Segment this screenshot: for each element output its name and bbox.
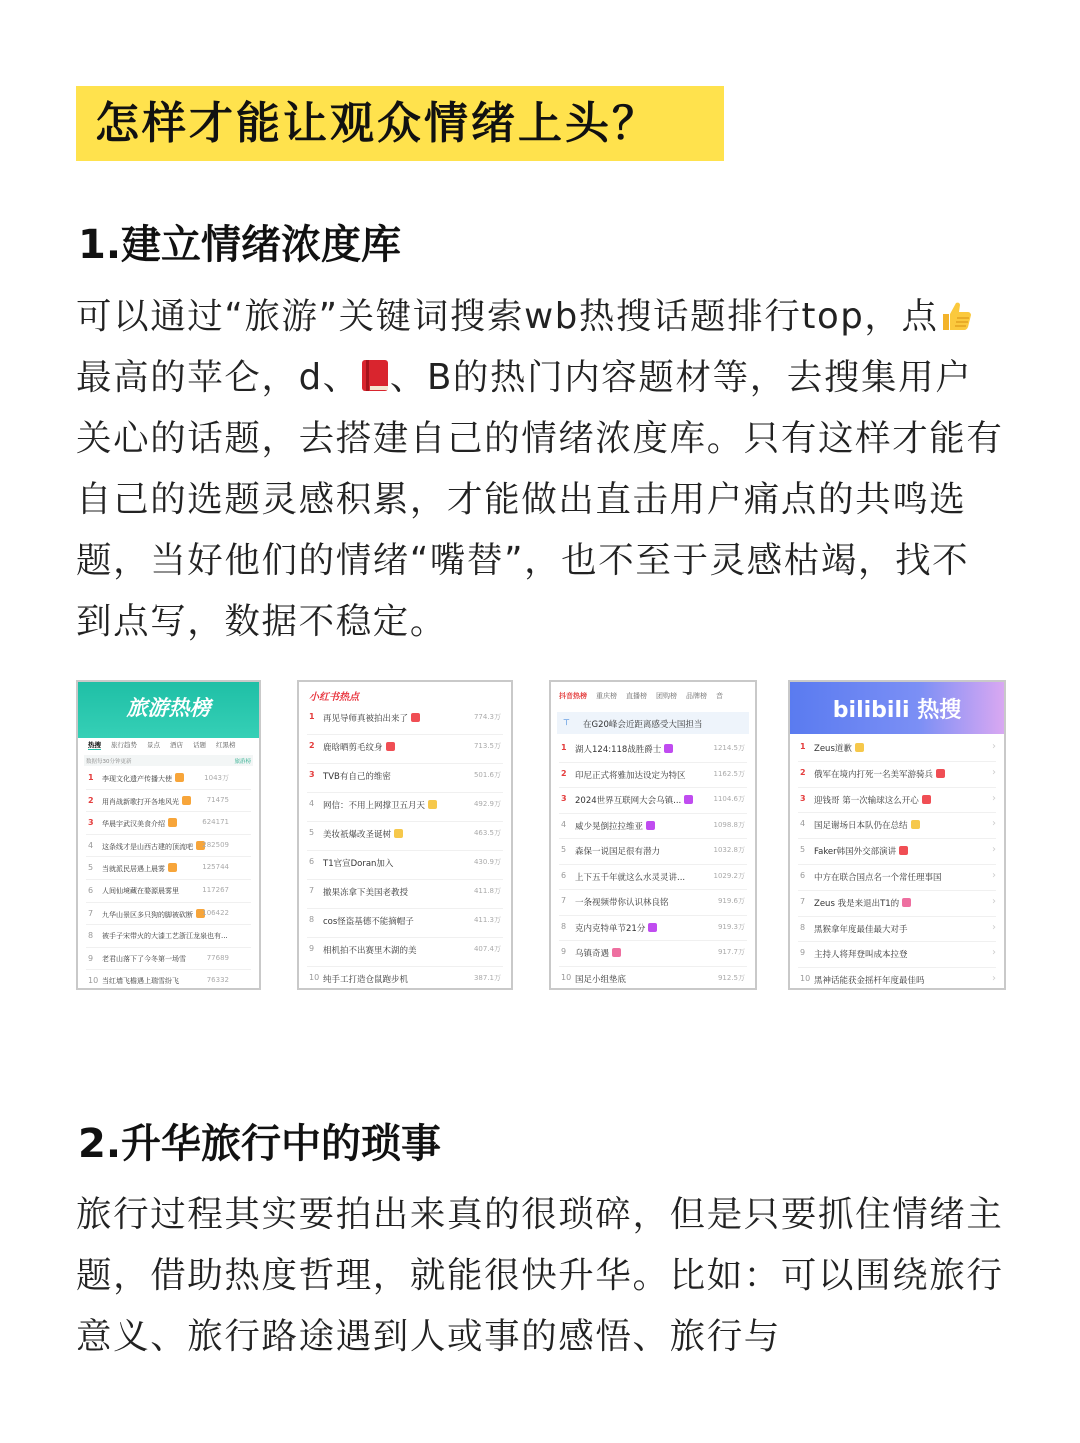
travel-list-item[interactable] xyxy=(78,925,259,948)
xhs-item-text: TVB有自己的维密 xyxy=(323,772,391,782)
xhs-rank: 4 xyxy=(309,799,315,808)
douyin-top-text: 在G20峰会近距离感受大国担当 xyxy=(583,720,703,730)
bili-list-item[interactable] xyxy=(790,917,1004,943)
xhs-badge xyxy=(411,713,420,722)
douyin-badge xyxy=(612,948,621,957)
douyin-badge xyxy=(648,923,657,932)
douyin-tab-1[interactable]: 重庆榜 xyxy=(596,692,617,700)
douyin-rank: 5 xyxy=(561,845,567,854)
travel-rank: 7 xyxy=(88,908,94,918)
bili-rank: 7 xyxy=(800,896,806,906)
travel-rank: 5 xyxy=(88,863,94,873)
travel-list-item[interactable] xyxy=(78,970,259,990)
travel-item-text: 华晨宇武汉美食介绍 xyxy=(102,820,165,829)
chevron-right-icon: › xyxy=(992,844,996,856)
douyin-tab-3[interactable]: 团购榜 xyxy=(656,692,677,700)
bili-rank: 1 xyxy=(800,742,806,751)
xhs-rank: 10 xyxy=(309,973,320,982)
travel-badge xyxy=(168,863,177,872)
red-book-icon xyxy=(360,351,390,385)
xhs-list-item[interactable] xyxy=(299,793,511,822)
travel-rank: 3 xyxy=(88,818,94,828)
douyin-rank: 4 xyxy=(561,819,567,829)
douyin-list-item[interactable] xyxy=(551,941,755,967)
travel-item-value: 117267 xyxy=(202,886,229,894)
section-1-line-1: 可以通过“旅游”关键词搜索wb热搜话题排行top， xyxy=(76,296,902,337)
bili-list-item[interactable] xyxy=(790,968,1004,990)
xhs-item-text: cos怪盗基德不能摘帽子 xyxy=(323,917,414,927)
xhs-rank: 1 xyxy=(309,712,315,721)
xhs-item-value: 774.3万 xyxy=(473,713,501,721)
douyin-badge xyxy=(646,821,655,830)
xhs-item-text: 再见导师真被拍出来了 xyxy=(323,714,409,724)
bili-badge xyxy=(922,795,931,804)
douyin-item-text: 湖人124:118战胜爵士 xyxy=(575,745,662,755)
douyin-rank: 2 xyxy=(561,768,567,778)
douyin-item-text: 威少晃倒拉拉维亚 xyxy=(575,821,644,832)
xhs-rank: 7 xyxy=(309,886,315,895)
travel-item-value: 76332 xyxy=(206,976,229,985)
douyin-rank: 8 xyxy=(561,921,567,931)
douyin-item-text: 森保一说国足很有潜力 xyxy=(575,847,661,857)
douyin-item-text: 国足小组垫底 xyxy=(575,974,627,985)
douyin-tab-2[interactable]: 直播榜 xyxy=(626,692,647,700)
bili-list-item[interactable] xyxy=(790,736,1004,762)
bili-rank: 2 xyxy=(800,767,806,777)
bili-item-text: 中方在联合国点名一个常任理事国 xyxy=(814,873,942,883)
douyin-tab-5[interactable]: 音 xyxy=(716,692,723,700)
xhs-item-text: 网信：不用上网撑卫五月天 xyxy=(323,801,426,811)
travel-tab-2[interactable]: 景点 xyxy=(147,741,160,749)
travel-rank: 9 xyxy=(88,953,94,963)
travel-list-item[interactable] xyxy=(78,790,259,813)
chevron-right-icon: › xyxy=(992,741,996,752)
bili-rank: 9 xyxy=(800,948,806,958)
travel-item-text: 九华山景区多只狗的脚被砍断 xyxy=(102,910,193,919)
bili-item-text: 黑神话能获金摇杆年度最佳吗 xyxy=(814,976,925,987)
bili-list-item[interactable] xyxy=(790,942,1004,968)
travel-tab-0[interactable]: 热搜 xyxy=(88,741,101,749)
xhs-rank: 5 xyxy=(309,828,315,837)
xhs-rank: 2 xyxy=(309,741,315,750)
xhs-item-text: 美妆祇爆改圣诞树 xyxy=(323,830,392,840)
bili-list-item[interactable] xyxy=(790,762,1004,788)
douyin-item-value: 1162.5万 xyxy=(713,769,745,778)
travel-badge xyxy=(175,773,184,782)
xhs-item-value: 713.5万 xyxy=(473,742,501,750)
xhs-list-item[interactable] xyxy=(299,967,511,990)
douyin-item-text: 上下五千年就这么水灵灵讲... xyxy=(575,872,686,883)
douyin-rank: 6 xyxy=(561,870,567,880)
bili-badge xyxy=(936,769,945,778)
douyin-list-item[interactable] xyxy=(551,967,755,991)
travel-list-item[interactable] xyxy=(78,948,259,971)
douyin-item-value: 917.7万 xyxy=(717,948,745,956)
douyin-rank: 10 xyxy=(561,972,572,982)
xhs-list-item[interactable] xyxy=(299,909,511,938)
bili-item-text: 俄军在境内打死一名美军游骑兵 xyxy=(814,769,934,780)
douyin-item-value: 1029.2万 xyxy=(713,871,745,880)
travel-item-text: 这条线才是山西古建的顶流吧 xyxy=(102,842,193,851)
douyin-list-item[interactable] xyxy=(551,839,755,865)
douyin-item-text: 乌镇奇遇 xyxy=(575,949,610,959)
xhs-item-value: 501.6万 xyxy=(473,771,501,779)
chevron-right-icon: › xyxy=(992,947,996,959)
bili-rank: 4 xyxy=(800,819,806,829)
douyin-item-value: 919.3万 xyxy=(717,922,745,931)
bili-list-item[interactable] xyxy=(790,839,1004,865)
bili-list-item[interactable] xyxy=(790,813,1004,839)
section-1-paragraph xyxy=(76,286,1006,652)
douyin-list-item[interactable] xyxy=(551,788,755,814)
travel-item-text: 当就派民居遇上晨雾 xyxy=(102,865,165,874)
xhs-rank: 3 xyxy=(309,770,315,779)
travel-item-value: 106422 xyxy=(202,908,229,917)
section-1-heading: 1.建立情绪浓度库 xyxy=(78,222,402,268)
xhs-item-value: 387.1万 xyxy=(473,974,501,982)
xhs-item-text: 相机拍不出赛里木湖的美 xyxy=(323,946,417,956)
bili-rank: 10 xyxy=(800,974,811,984)
xhs-item-value: 411.8万 xyxy=(473,887,501,895)
douyin-item-value: 1098.8万 xyxy=(713,820,745,829)
travel-badge xyxy=(168,818,177,827)
bili-item-text: Zeus 我是来退出T1的 xyxy=(814,898,900,909)
travel-item-value: 1043万 xyxy=(204,774,229,782)
douyin-rank: 7 xyxy=(561,896,567,905)
travel-rank: 10 xyxy=(88,976,99,986)
travel-item-value: 282509 xyxy=(202,840,229,849)
travel-item-text: 人间仙境藏在婺源晨雾里 xyxy=(102,887,179,895)
travel-rank: 1 xyxy=(88,773,94,782)
xhs-rank: 9 xyxy=(309,944,315,953)
travel-update-note: 数据每30分钟更新 xyxy=(86,759,132,765)
douyin-item-value: 919.6万 xyxy=(717,897,745,905)
bili-list-item[interactable] xyxy=(790,865,1004,891)
travel-rank: 4 xyxy=(88,840,94,850)
xiaohongshu-hot-card xyxy=(297,680,513,990)
xhs-item-text: 纯手工打造仓鼠跑步机 xyxy=(323,975,409,985)
xhs-list-item[interactable] xyxy=(299,938,511,967)
pin-icon: ⊤ xyxy=(563,718,570,727)
douyin-item-value: 1214.5万 xyxy=(713,744,745,752)
travel-badge xyxy=(182,796,191,805)
travel-rank: 2 xyxy=(88,795,94,805)
xhs-rank: 6 xyxy=(309,857,315,866)
travel-rank: 6 xyxy=(88,886,94,895)
douyin-rank: 1 xyxy=(561,743,567,752)
douyin-hot-card xyxy=(549,680,757,990)
chevron-right-icon: › xyxy=(992,766,996,778)
chevron-right-icon: › xyxy=(992,973,996,985)
douyin-list-item[interactable] xyxy=(551,890,755,916)
travel-list-item[interactable] xyxy=(78,880,259,903)
bili-item-text: Faker韩国外交部演讲 xyxy=(814,847,897,858)
bili-badge xyxy=(899,846,908,855)
bili-rank: 8 xyxy=(800,922,806,932)
xhs-list-item[interactable] xyxy=(299,706,511,735)
douyin-tab-4[interactable]: 品牌榜 xyxy=(686,692,707,700)
section-2-paragraph: 旅行过程其实要拍出来真的很琐碎，但是只要抓住情绪主题，借助热度哲理，就能很快升华。比如：可以围绕旅行意义、旅行路途遇到人或事的感悟、旅行与 xyxy=(76,1194,1004,1357)
travel-card-title: 旅游热榜 xyxy=(126,696,211,720)
travel-tab-3[interactable]: 酒店 xyxy=(170,741,183,749)
douyin-list-item[interactable] xyxy=(551,737,755,763)
xhs-badge xyxy=(394,829,403,838)
travel-item-text: 当红墙飞檐遇上瑞雪纷飞 xyxy=(102,977,179,986)
xhs-rank: 8 xyxy=(309,915,315,924)
travel-rank: 8 xyxy=(88,931,94,941)
douyin-list-item[interactable] xyxy=(551,763,755,789)
douyin-item-value: 1104.6万 xyxy=(713,795,745,803)
douyin-top-item[interactable] xyxy=(557,712,749,734)
travel-update-bar xyxy=(84,755,253,766)
douyin-item-value: 1032.8万 xyxy=(713,846,745,854)
bili-item-text: Zeus道歉 xyxy=(814,744,852,754)
thumbs-up-icon xyxy=(939,289,973,319)
xhs-item-value: 492.9万 xyxy=(473,800,501,808)
bili-rank: 3 xyxy=(800,793,806,803)
douyin-item-text: 一条视频带你认识林良铭 xyxy=(575,898,669,908)
bili-badge xyxy=(902,898,911,907)
travel-hot-list-card xyxy=(76,680,261,990)
page-title: 怎样才能让观众情绪上头？ xyxy=(95,98,659,149)
travel-item-text: 李现文化遗产传播大使 xyxy=(102,775,172,783)
xhs-list-item[interactable] xyxy=(299,764,511,793)
section-1-text-a: 点 xyxy=(901,296,939,337)
douyin-item-text: 印尼正式将雅加达设定为特区 xyxy=(575,770,686,781)
douyin-list-item[interactable] xyxy=(551,814,755,840)
xhs-list-item[interactable] xyxy=(299,822,511,851)
douyin-list-item[interactable] xyxy=(551,916,755,942)
douyin-item-value: 912.5万 xyxy=(717,973,745,982)
douyin-rank: 9 xyxy=(561,947,567,956)
xhs-item-text: 撤果冻拿下美国老教授 xyxy=(323,888,409,898)
section-1-text-d: 集用户关心的话题，去搭建自己的情绪浓度库。只有这样才能有自己的选题灵感积累，才能做出直击用户痛点的共鸣选题，当好他们的情绪“嘴替”，也不至于灵感枯竭，找不到点写，数据不稳定。 xyxy=(76,357,1004,642)
douyin-item-text: 克内克特单节21分 xyxy=(575,923,646,934)
xhs-item-value: 411.3万 xyxy=(473,916,501,924)
travel-tab-1[interactable]: 旅行趋势 xyxy=(111,741,137,749)
bili-badge xyxy=(911,820,920,829)
bili-item-text: 国足谢场日本队仍在总结 xyxy=(814,821,908,832)
xhs-item-value: 430.9万 xyxy=(473,858,501,866)
xhs-list-item[interactable] xyxy=(299,880,511,909)
xhs-badge xyxy=(428,800,437,809)
bilibili-hot-card xyxy=(788,680,1006,990)
travel-list-link[interactable]: 旅游榜 xyxy=(234,759,251,765)
chevron-right-icon: › xyxy=(992,792,996,804)
travel-item-text: 用肖战新歌打开各地风光 xyxy=(102,797,179,806)
xhs-list-item[interactable] xyxy=(299,851,511,880)
section-2-heading: 2.升华旅行中的琐事 xyxy=(78,1121,442,1167)
douyin-item-text: 2024世界互联网大会乌镇... xyxy=(575,796,682,806)
travel-tab-5[interactable]: 红黑榜 xyxy=(216,741,236,749)
travel-item-value: 71475 xyxy=(206,795,229,804)
bili-badge xyxy=(855,743,864,752)
douyin-list-item[interactable] xyxy=(551,865,755,891)
travel-item-value: 125744 xyxy=(202,863,229,872)
bili-list-item[interactable] xyxy=(790,891,1004,917)
douyin-badge xyxy=(664,744,673,753)
douyin-badge xyxy=(684,795,693,804)
travel-tab-4[interactable]: 话题 xyxy=(193,741,206,749)
travel-item-text: 被手子宋带火的大漆工艺浙江龙泉也有... xyxy=(102,932,228,941)
chevron-right-icon: › xyxy=(992,921,996,933)
xhs-item-value: 463.5万 xyxy=(473,829,501,837)
travel-item-value: 77689 xyxy=(206,953,229,962)
xhs-item-text: 鹿晗晒剪毛纹身 xyxy=(323,743,383,753)
travel-item-text: 老君山落下了今冬第一场雪 xyxy=(102,954,186,963)
xhs-list-item[interactable] xyxy=(299,735,511,764)
chevron-right-icon: › xyxy=(992,895,996,907)
section-1-text-c: 、B的热门内容题材等，去搜 xyxy=(389,357,861,398)
travel-list-item[interactable] xyxy=(78,857,259,880)
xhs-item-text: T1官宣Doran加入 xyxy=(323,859,394,869)
bili-rank: 6 xyxy=(800,871,806,880)
xhs-badge xyxy=(386,742,395,751)
travel-list-item[interactable] xyxy=(78,812,259,835)
chevron-right-icon: › xyxy=(992,870,996,881)
xhs-item-value: 407.4万 xyxy=(473,945,501,953)
travel-list-item[interactable] xyxy=(78,903,259,926)
bili-item-text: 主持人将拜登叫成本拉登 xyxy=(814,950,908,961)
travel-list-item[interactable] xyxy=(78,767,259,790)
douyin-tab-0[interactable]: 抖音热榜 xyxy=(559,692,587,700)
travel-list-item[interactable] xyxy=(78,835,259,858)
bili-item-text: 黑猴拿年度最佳最大对手 xyxy=(814,924,908,935)
xhs-card-title: 小红书热点 xyxy=(309,692,359,703)
douyin-rank: 3 xyxy=(561,794,567,803)
bili-card-title: bilibili 热搜 xyxy=(832,698,962,723)
travel-item-value: 624171 xyxy=(202,818,229,827)
chevron-right-icon: › xyxy=(992,818,996,830)
section-1-text-b: 最高的苹仑，d、 xyxy=(76,357,360,398)
bili-item-text: 迎钱哥 第一次输球这么开心 xyxy=(814,795,919,806)
bili-list-item[interactable] xyxy=(790,788,1004,814)
bili-rank: 5 xyxy=(800,845,806,855)
